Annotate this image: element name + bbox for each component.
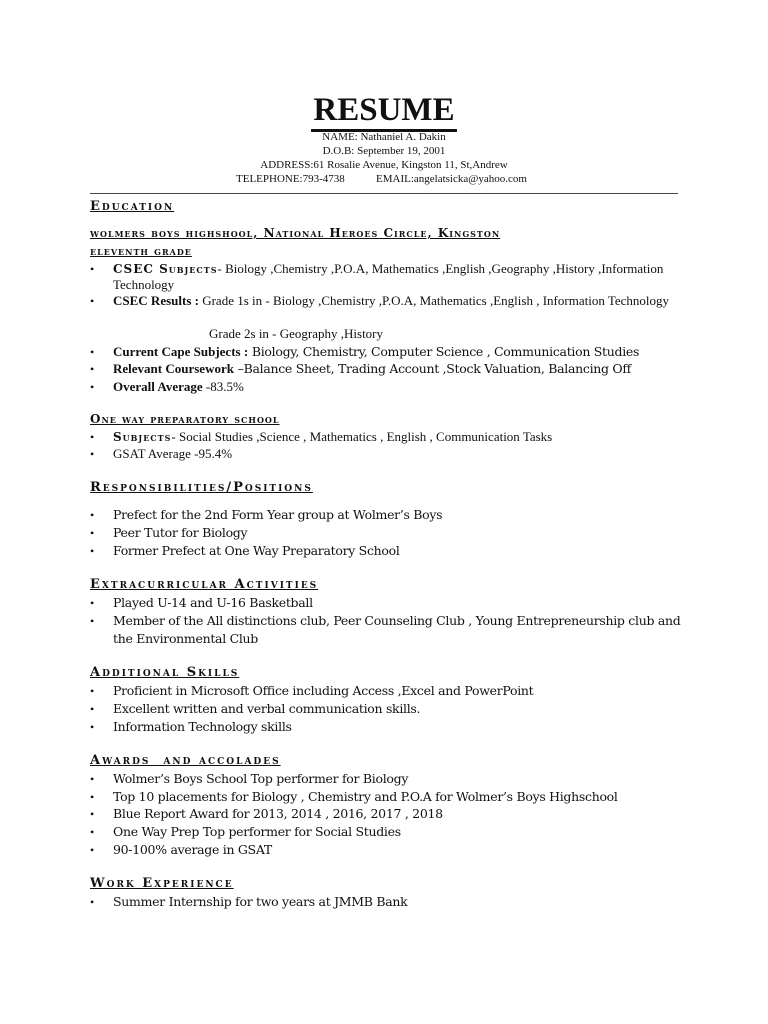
skill-item: Proficient in Microsoft Office including Access ,Excel and PowerPoint (113, 683, 534, 698)
extracurricular-item: Member of the All distinctions club, Peer Counseling Club , Young Entrepreneurship club and the Environmental Club (113, 613, 681, 646)
subjects-label: Subjects (113, 430, 172, 444)
school-wolmers: wolmers boys highshool, National Heroes Circle, Kingston (90, 226, 501, 240)
bullet-icon: • (90, 684, 95, 698)
csec-subjects-text: - Biology ,Chemistry ,P.O.A, Mathematics ,English ,Geography ,History ,Information Technology (113, 261, 664, 292)
resume-title: RESUME (311, 92, 456, 132)
awards-heading: Awards and accolades (90, 753, 281, 768)
bullet-icon: • (90, 772, 95, 786)
overall-average-text: -83.5% (202, 379, 244, 394)
bullet-icon: • (90, 614, 95, 628)
header-divider (90, 193, 678, 194)
csec-subjects-label: CSEC Subjects (113, 262, 218, 276)
csec-results-item (113, 293, 683, 309)
dob-line: D.O.B: September 19, 2001 (322, 145, 446, 157)
bullet-icon: • (90, 430, 95, 444)
responsibility-item: Former Prefect at One Way Preparatory School (113, 543, 400, 558)
extracurricular-item: Played U-14 and U-16 Basketball (113, 595, 313, 610)
csec-subjects-item (113, 261, 683, 293)
responsibility-item: Prefect for the 2nd Form Year group at Wolmer’s Boys (113, 507, 443, 522)
coursework-item (113, 360, 683, 378)
cape-subjects-label: Current Cape Subjects : (113, 344, 249, 359)
bullet-icon: • (90, 526, 95, 540)
bullet-icon: • (90, 720, 95, 734)
bullet-icon: • (90, 702, 95, 716)
grade-label: eleventh grade (90, 244, 192, 258)
skill-item: Information Technology skills (113, 719, 292, 734)
school-one-way: One way preparatory school (90, 412, 280, 426)
coursework-text: –Balance Sheet, Trading Account ,Stock Valuation, Balancing Off (233, 361, 631, 376)
bullet-icon: • (90, 790, 95, 804)
bullet-icon: • (90, 362, 95, 376)
csec-results-label: CSEC Results : (113, 293, 199, 308)
bullet-icon: • (90, 596, 95, 610)
subjects-item (113, 429, 683, 445)
gsat-average-item: GSAT Average -95.4% (113, 446, 233, 461)
extracurricular-heading: Extracurricular Activities (90, 577, 319, 592)
email-line: EMAIL:angelatsicka@yahoo.com (376, 173, 527, 185)
bullet-icon: • (90, 380, 95, 394)
overall-average-label: Overall Average (113, 379, 203, 394)
bullet-icon: • (90, 544, 95, 558)
bullet-icon: • (90, 294, 95, 308)
award-item: Blue Report Award for 2013, 2014 , 2016, 2017 , 2018 (113, 806, 443, 821)
bullet-icon: • (90, 895, 95, 909)
bullet-icon: • (90, 843, 95, 857)
award-item: One Way Prep Top performer for Social Studies (113, 824, 401, 839)
bullet-icon: • (90, 508, 95, 522)
skills-heading: Additional Skills (90, 665, 240, 680)
cape-subjects-item (113, 343, 683, 361)
work-heading: Work Experience (90, 876, 234, 891)
telephone-line: TELEPHONE:793-4738 (236, 173, 345, 185)
csec-results-grade2: Grade 2s in - Geography ,History (209, 326, 384, 341)
bullet-icon: • (90, 825, 95, 839)
responsibilities-heading: Responsibilities/Positions (90, 480, 313, 495)
award-item: Top 10 placements for Biology , Chemistry and P.O.A for Wolmer’s Boys Highschool (113, 789, 618, 804)
coursework-label: Relevant Coursework (113, 361, 234, 376)
education-heading: Education (90, 199, 175, 214)
address-line: ADDRESS:61 Rosalie Avenue, Kingston 11, St,Andrew (260, 159, 508, 171)
bullet-icon: • (90, 807, 95, 821)
cape-subjects-text: Biology, Chemistry, Computer Science , Communication Studies (248, 344, 640, 359)
bullet-icon: • (90, 345, 95, 359)
bullet-icon: • (90, 447, 95, 461)
subjects-text: - Social Studies ,Science , Mathematics , English , Communication Tasks (171, 429, 553, 444)
csec-results-text: Grade 1s in - Biology ,Chemistry ,P.O.A, Mathematics ,English , Information Technology (198, 293, 670, 308)
responsibility-item: Peer Tutor for Biology (113, 525, 248, 540)
bullet-icon: • (90, 262, 95, 276)
award-item: 90-100% average in GSAT (113, 842, 272, 857)
resume-title-wrap (0, 92, 768, 132)
award-item: Wolmer’s Boys School Top performer for Biology (113, 771, 409, 786)
overall-average-item (113, 379, 683, 395)
name-line: NAME: Nathaniel A. Dakin (322, 131, 446, 143)
skill-item: Excellent written and verbal communication skills. (113, 701, 421, 716)
work-item: Summer Internship for two years at JMMB Bank (113, 894, 408, 909)
